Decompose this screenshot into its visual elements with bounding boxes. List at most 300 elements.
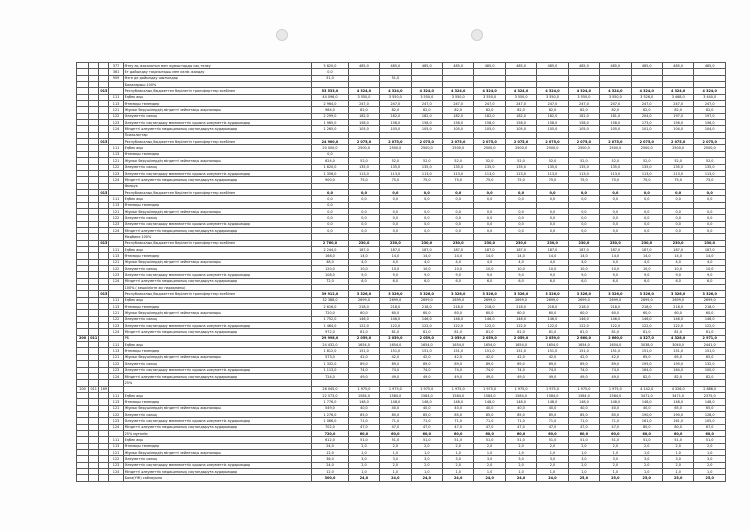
month-value-cell: 1,0 (348, 449, 379, 455)
month-value-cell: 2,0 (380, 443, 411, 449)
month-value-cell: 51,0 (380, 75, 411, 81)
month-value-cell: 4,0 (474, 259, 505, 265)
month-value-cell: 2,0 (694, 443, 726, 449)
month-value-cell: 85,0 (348, 411, 379, 417)
month-value-cell: 0,0 (600, 227, 631, 233)
month-value-cell: 146,0 (662, 316, 693, 322)
month-value-cell: 6,0 (537, 278, 568, 284)
econ-class-cell: 111 (109, 342, 123, 348)
month-value-cell: 0,0 (505, 208, 536, 214)
month-value-cell: 1,0 (380, 449, 411, 455)
item-name-cell: 25% (123, 380, 312, 386)
month-value-cell: 10,0 (568, 266, 599, 272)
month-value-cell: 0,0 (568, 189, 599, 195)
month-value-cell: 10,0 (348, 266, 379, 272)
month-value-cell: 40,0 (348, 405, 379, 411)
month-value-cell: 47,0 (537, 424, 568, 430)
month-value-cell: 0,0 (474, 189, 505, 195)
annual-total-cell: 2 299,0 (312, 113, 349, 119)
month-value-cell: 0,0 (600, 189, 631, 195)
item-name-cell: Өтемақы төлемдер (123, 202, 312, 208)
month-value-cell: 65,0 (694, 354, 726, 360)
item-name-cell: Жұмыс берушілердің міндетті зейнетақы жарналары (123, 107, 312, 113)
annual-total-cell: 39 912,0 (312, 291, 349, 297)
annual-total-cell: 1 776,0 (312, 399, 349, 405)
month-value-cell: 2,0 (600, 462, 631, 468)
item-name-cell: Өтемақы төлемдер (123, 151, 312, 157)
month-value-cell: 187,0 (348, 246, 379, 252)
item-name-cell: Әлеуметтік салық (123, 164, 312, 170)
month-value-cell: 81,0 (348, 329, 379, 335)
month-value-cell: 187,0 (631, 246, 662, 252)
month-value-cell: 74,0 (537, 367, 568, 373)
month-value-cell: 218,0 (443, 304, 474, 310)
month-value-cell: 2500,0 (568, 145, 599, 151)
month-value-cell: 0,0 (348, 208, 379, 214)
month-value-cell: 204,0 (631, 113, 662, 119)
month-value-cell: 14,0 (568, 253, 599, 259)
month-value-cell: 82,0 (631, 373, 662, 379)
month-value-cell: 40,0 (380, 405, 411, 411)
month-value-cell: 0,0 (443, 189, 474, 195)
month-value-cell: 146,0 (380, 316, 411, 322)
month-value-cell: 3 326,0 (537, 291, 568, 297)
annual-total-cell: 2 760,0 (312, 240, 349, 246)
month-value-cell: 1654,0 (348, 342, 379, 348)
month-value-cell: 47,0 (380, 424, 411, 430)
econ-class-cell: 113 (109, 348, 123, 354)
month-value-cell: 51,0 (380, 437, 411, 443)
month-value-cell: 3 550,0 (537, 94, 568, 100)
month-value-cell: 75,0 (505, 177, 536, 183)
item-name-cell: Өзге де дайындау шығындар (123, 75, 312, 81)
item-name-cell: Әлеуметтік сақтандыру мемлекеттік қорына әлеуметтік аударымдар (123, 170, 312, 176)
month-value-cell: 89,0 (348, 361, 379, 367)
item-name-cell: Өтемақы төлемдер (123, 348, 312, 354)
month-value-cell: 1584,0 (568, 392, 599, 398)
month-value-cell: 197,0 (662, 113, 693, 119)
month-value-cell: 230,0 (443, 240, 474, 246)
item-name-cell: Әлеуметтік сақтандыру мемлекеттік қорына әлеуметтік аударымдар (123, 272, 312, 278)
specific-code-cell (99, 475, 109, 481)
month-value-cell: 151,0 (662, 348, 693, 354)
month-value-cell: 3,0 (694, 456, 726, 462)
month-value-cell: 10,0 (411, 266, 442, 272)
month-value-cell: 218,0 (631, 304, 662, 310)
program-code-cell: 200 (77, 335, 89, 341)
item-name-cell: Еңбек ақы (123, 196, 312, 202)
item-name-cell: Республикалық бюджеттен берілетін трансферттер есебінен (123, 240, 312, 246)
month-value-cell: 3,0 (600, 456, 631, 462)
month-value-cell: 0,0 (348, 227, 379, 233)
month-value-cell: 247,0 (380, 101, 411, 107)
month-value-cell: 0,0 (380, 208, 411, 214)
month-value-cell: 4 327,0 (631, 335, 662, 341)
specific-code-cell: 015 (100, 241, 108, 246)
month-value-cell: 105,0 (568, 126, 599, 132)
month-value-cell: 0,0 (568, 221, 599, 227)
month-value-cell: 113,0 (443, 170, 474, 176)
month-value-cell: 10,0 (694, 266, 726, 272)
annual-total-cell: 612,0 (312, 437, 349, 443)
month-value-cell: 14,0 (662, 253, 693, 259)
month-value-cell: 2699,0 (537, 297, 568, 303)
month-value-cell: 218,0 (662, 304, 693, 310)
month-value-cell: 51,0 (568, 437, 599, 443)
month-value-cell: 9,0 (694, 272, 726, 278)
month-value-cell: 25,0 (631, 475, 662, 481)
month-value-cell: 0,0 (348, 189, 379, 195)
program-code-cell: 200 (77, 386, 89, 392)
month-value-cell: 6,0 (694, 278, 726, 284)
item-name-cell: Әлеуметтік сақтандыру мемлекеттік қорына әлеуметтік аударымдар (123, 367, 312, 373)
econ-class-cell: 121 (109, 259, 123, 265)
month-value-cell: 14,0 (537, 253, 568, 259)
month-value-cell: 89,0 (600, 361, 631, 367)
month-value-cell: 4 324,0 (411, 88, 442, 94)
month-value-cell: 146,0 (568, 316, 599, 322)
month-value-cell: 4 324,0 (537, 88, 568, 94)
month-value-cell: 9,0 (411, 272, 442, 278)
annual-total-cell: 1 464,0 (312, 323, 349, 329)
month-value-cell: 71,0 (411, 418, 442, 424)
annual-total-cell: 702,0 (312, 424, 349, 430)
month-value-cell: 0,0 (662, 196, 693, 202)
month-value-cell: 2,0 (411, 462, 442, 468)
month-value-cell: 49,0 (600, 373, 631, 379)
month-value-cell: 75,0 (443, 177, 474, 183)
month-value-cell: 2,0 (474, 443, 505, 449)
month-value-cell: 2 886,0 (694, 386, 726, 392)
annual-total-cell: 2 244,0 (312, 246, 349, 252)
month-value-cell: 0,0 (348, 196, 379, 202)
month-value-cell: 4,0 (505, 259, 536, 265)
econ-class-cell: 123 (109, 221, 123, 227)
item-name-cell: Өтемақы төлемдер (123, 443, 312, 449)
annual-total-cell: 0,0 (312, 202, 349, 208)
month-value-cell: 122,0 (380, 323, 411, 329)
month-value-cell: 42,0 (537, 354, 568, 360)
month-value-cell: 2,0 (443, 443, 474, 449)
month-value-cell: 1,0 (411, 469, 442, 475)
month-value-cell: 1,0 (505, 469, 536, 475)
month-value-cell: 0,0 (631, 221, 662, 227)
annual-total-cell: 720,0 (312, 430, 349, 436)
month-value-cell: 2500,0 (631, 145, 662, 151)
item-name-cell: Республикалық бюджеттен берілетін трансферттер есебінен (123, 291, 312, 297)
month-value-cell: 60,0 (662, 310, 693, 316)
month-value-cell: 1,0 (474, 469, 505, 475)
month-value-cell: 182,0 (443, 113, 474, 119)
month-value-cell: 75,0 (537, 177, 568, 183)
month-value-cell: 151,0 (600, 348, 631, 354)
month-value-cell: 3 326,0 (348, 291, 379, 297)
month-value-cell: 0,0 (411, 221, 442, 227)
month-value-cell: 71,0 (380, 418, 411, 424)
month-value-cell: 82,0 (380, 107, 411, 113)
month-value-cell: 2 075,0 (474, 139, 505, 145)
month-value-cell: 4,0 (443, 259, 474, 265)
month-value-cell: 151,0 (348, 348, 379, 354)
punch-hole (276, 29, 288, 41)
item-name-cell: Жұмыс берушілердің міндетті зейнетақы жарналары (123, 208, 312, 214)
month-value-cell: 4,0 (348, 259, 379, 265)
month-value-cell: 1 975,0 (600, 386, 631, 392)
month-value-cell: 40,0 (568, 405, 599, 411)
month-value-cell: 9,0 (600, 272, 631, 278)
month-value-cell: 158,0 (537, 120, 568, 126)
month-value-cell: 135,0 (600, 164, 631, 170)
item-name-cell: Әлеуметтік салық (123, 411, 312, 417)
item-name-cell: Жұмыс берушілердің міндетті зейнетақы жарналары (123, 310, 312, 316)
month-value-cell: 60,0 (505, 310, 536, 316)
month-value-cell: 0,0 (505, 221, 536, 227)
annual-total-cell: 573,0 (312, 354, 349, 360)
month-value-cell: 2 059,0 (474, 335, 505, 341)
month-value-cell: 42,0 (600, 354, 631, 360)
month-value-cell: 2699,0 (662, 297, 693, 303)
month-value-cell: 51,0 (662, 437, 693, 443)
month-value-cell: 1584,0 (505, 392, 536, 398)
program-code-cell (77, 475, 89, 481)
month-value-cell: 148,0 (631, 399, 662, 405)
month-value-cell: 135,0 (505, 164, 536, 170)
econ-class-cell: 909 (109, 75, 123, 81)
month-value-cell: 1584,0 (348, 392, 379, 398)
month-value-cell: 71,0 (505, 418, 536, 424)
month-value-cell: 135,0 (631, 164, 662, 170)
item-name-cell: Әлеуметтік салық (123, 266, 312, 272)
month-value-cell: 9,0 (568, 272, 599, 278)
month-value-cell: 113,0 (568, 170, 599, 176)
item-name-cell: Жұмыс берушілердің міндетті зейнетақы жарналары (123, 405, 312, 411)
month-value-cell: 0,0 (380, 227, 411, 233)
month-value-cell: 49,0 (537, 373, 568, 379)
month-value-cell: 182,0 (411, 113, 442, 119)
month-value-cell: 2500,0 (600, 145, 631, 151)
month-value-cell: 161,0 (631, 418, 662, 424)
month-value-cell: 14,0 (348, 253, 379, 259)
month-value-cell: 14,0 (694, 253, 726, 259)
month-value-cell: 81,0 (380, 329, 411, 335)
item-name-cell: Бала(ҮЖ) сайлауына (123, 475, 312, 481)
item-name-cell: Міндетті әлеуметтік медициналық сақтандыруға аударымдар (123, 373, 312, 379)
month-value-cell: 0,0 (348, 215, 379, 221)
month-value-cell: 164,0 (631, 367, 662, 373)
item-name-cell: Еңбек ақы (123, 246, 312, 252)
item-name-cell: Әлеуметтік салық (123, 361, 312, 367)
month-value-cell: 1654,0 (443, 342, 474, 348)
month-value-cell: 2 075,0 (600, 139, 631, 145)
month-value-cell: 6,0 (411, 278, 442, 284)
month-value-cell: 60,0 (348, 430, 379, 436)
month-value-cell: 2,0 (474, 462, 505, 468)
month-value-cell: 25,0 (694, 475, 726, 481)
month-value-cell: 82,0 (505, 107, 536, 113)
annual-total-cell: 0,0 (312, 208, 349, 214)
month-value-cell: 230,0 (474, 240, 505, 246)
month-value-cell: 81,0 (631, 329, 662, 335)
month-value-cell: 104,0 (662, 126, 693, 132)
month-value-cell: 10,0 (380, 266, 411, 272)
item-name-cell: Жұмыс берушілердің міндетті зейнетақы жарналары (123, 158, 312, 164)
month-value-cell: 49,0 (474, 373, 505, 379)
month-value-cell: 65,0 (662, 354, 693, 360)
month-value-cell: 0,0 (600, 221, 631, 227)
month-value-cell: 65,0 (694, 405, 726, 411)
month-value-cell: 2699,0 (411, 297, 442, 303)
month-value-cell: 2 059,0 (411, 335, 442, 341)
month-value-cell: 3 550,0 (474, 94, 505, 100)
month-value-cell: 105,0 (348, 126, 379, 132)
month-value-cell: 52,0 (568, 158, 599, 164)
item-name-cell: Әлеуметтік салық (123, 215, 312, 221)
month-value-cell: 82,0 (600, 107, 631, 113)
annual-total-cell: 624,0 (312, 158, 349, 164)
month-value-cell: 82,0 (694, 107, 726, 113)
month-value-cell: 148,0 (443, 399, 474, 405)
month-value-cell: 0,0 (380, 215, 411, 221)
month-value-cell: 80,0 (662, 424, 693, 430)
month-value-cell: 89,0 (537, 361, 568, 367)
econ-class-cell: 122 (109, 411, 123, 417)
month-value-cell: 1 975,0 (568, 386, 599, 392)
month-value-cell: 10,0 (662, 266, 693, 272)
month-value-cell: 105,0 (443, 126, 474, 132)
month-value-cell: 122,0 (505, 323, 536, 329)
month-value-cell: 1,0 (348, 469, 379, 475)
month-value-cell: 1,0 (505, 449, 536, 455)
month-value-cell: 81,0 (662, 329, 693, 335)
item-name-cell: Әлеуметтік сақтандыру мемлекеттік қорына әлеуметтік аударымдар (123, 221, 312, 227)
month-value-cell: 247,0 (694, 101, 726, 107)
month-value-cell: 148,0 (537, 399, 568, 405)
month-value-cell: 81,0 (694, 329, 726, 335)
month-value-cell: 75,0 (411, 177, 442, 183)
month-value-cell: 0,0 (600, 196, 631, 202)
month-value-cell: 6,0 (662, 278, 693, 284)
econ-class-cell: 111 (109, 196, 123, 202)
month-value-cell: 1,0 (662, 449, 693, 455)
month-value-cell: 2,0 (505, 443, 536, 449)
month-value-cell: 2 075,0 (568, 139, 599, 145)
month-value-cell: 4 326,0 (662, 335, 693, 341)
month-value-cell: 247,0 (568, 101, 599, 107)
month-value-cell: 60,0 (537, 310, 568, 316)
month-value-cell: 1584,0 (380, 392, 411, 398)
month-value-cell: 0,0 (474, 196, 505, 202)
item-name-cell: Әлеуметтік сақтандыру мемлекеттік қорына әлеуметтік аударымдар (123, 120, 312, 126)
month-value-cell: 42,0 (568, 354, 599, 360)
month-value-cell: 0,0 (568, 196, 599, 202)
month-value-cell: 247,0 (505, 101, 536, 107)
item-name-cell: Міндетті әлеуметтік медициналық сақтандыруға аударымдар (123, 424, 312, 430)
month-value-cell: 148,0 (694, 399, 726, 405)
month-value-cell: 2 075,0 (411, 139, 442, 145)
month-value-cell: 0,0 (662, 227, 693, 233)
item-name-cell: Жұмыс берушілердің міндетті зейнетақы жарналары (123, 259, 312, 265)
econ-class-cell: 123 (109, 462, 123, 468)
econ-class-cell: 122 (109, 164, 123, 170)
annual-total-cell: 24 432,0 (312, 342, 349, 348)
month-value-cell: 1,0 (443, 469, 474, 475)
month-value-cell: 158,0 (411, 120, 442, 126)
month-value-cell: 2500,0 (348, 145, 379, 151)
month-value-cell: 85,0 (505, 411, 536, 417)
annual-total-cell: 1 332,0 (312, 361, 349, 367)
month-value-cell: 60,0 (411, 310, 442, 316)
item-name-cell: Әлеуметтік салық (123, 456, 312, 462)
month-value-cell: 218,0 (600, 304, 631, 310)
month-value-cell: 74,0 (474, 367, 505, 373)
month-value-cell: 2,0 (411, 443, 442, 449)
month-value-cell: 2441,0 (694, 342, 726, 348)
month-value-cell: 9,0 (505, 272, 536, 278)
month-value-cell: 2 075,0 (662, 139, 693, 145)
annual-total-cell: 1 276,0 (312, 411, 349, 417)
month-value-cell: 1,0 (411, 449, 442, 455)
month-value-cell: 47,0 (443, 424, 474, 430)
month-value-cell: 81,0 (411, 329, 442, 335)
annual-total-cell: 5 820,0 (312, 63, 349, 69)
month-value-cell: 3 326,0 (443, 291, 474, 297)
econ-class-cell: 122 (109, 361, 123, 367)
month-value-cell: 1,0 (443, 449, 474, 455)
month-value-cell: 1654,0 (568, 342, 599, 348)
month-value-cell: 230,0 (662, 240, 693, 246)
month-value-cell: 113,0 (537, 170, 568, 176)
month-value-cell: 65,0 (631, 354, 662, 360)
month-value-cell: 0,0 (568, 215, 599, 221)
month-value-cell: 0,0 (474, 215, 505, 221)
month-value-cell: 0,0 (443, 227, 474, 233)
month-value-cell: 195,0 (631, 361, 662, 367)
month-value-cell: 51,0 (411, 437, 442, 443)
month-value-cell: 3038,0 (631, 342, 662, 348)
month-value-cell: 74,0 (411, 367, 442, 373)
month-value-cell: 122,0 (411, 323, 442, 329)
month-value-cell: 135,0 (380, 164, 411, 170)
econ-class-cell: 113 (109, 253, 123, 259)
month-value-cell: 52,0 (537, 158, 568, 164)
month-value-cell: 24,0 (348, 475, 379, 481)
annual-total-cell: 1 620,0 (312, 164, 349, 170)
month-value-cell: 25,0 (568, 475, 599, 481)
month-value-cell: 187,0 (443, 246, 474, 252)
annual-total-cell: 22 573,0 (312, 392, 349, 398)
month-value-cell: 85,0 (474, 411, 505, 417)
month-value-cell: 218,0 (348, 304, 379, 310)
item-name-cell: Міндетті әлеуметтік медициналық сақтандыруға аударымдар (123, 329, 312, 335)
annual-total-cell: 1 812,0 (312, 348, 349, 354)
month-value-cell: 49,0 (568, 373, 599, 379)
month-value-cell: 14,0 (474, 253, 505, 259)
month-value-cell: 0,0 (631, 196, 662, 202)
month-value-cell: 485,0 (568, 63, 599, 69)
month-value-cell: 2699,0 (443, 297, 474, 303)
econ-class-cell: 121 (109, 449, 123, 455)
month-value-cell: 1584,0 (600, 392, 631, 398)
month-value-cell: 4,0 (537, 259, 568, 265)
month-value-cell: 0,0 (662, 208, 693, 214)
month-value-cell: 85,0 (443, 411, 474, 417)
subprogram-code-cell (89, 475, 99, 481)
month-value-cell: 75,0 (631, 177, 662, 183)
specific-code-cell: 169 (100, 387, 108, 392)
annual-total-cell: 549,0 (312, 405, 349, 411)
month-value-cell: 0,0 (537, 189, 568, 195)
econ-class-cell: 111 (109, 297, 123, 303)
